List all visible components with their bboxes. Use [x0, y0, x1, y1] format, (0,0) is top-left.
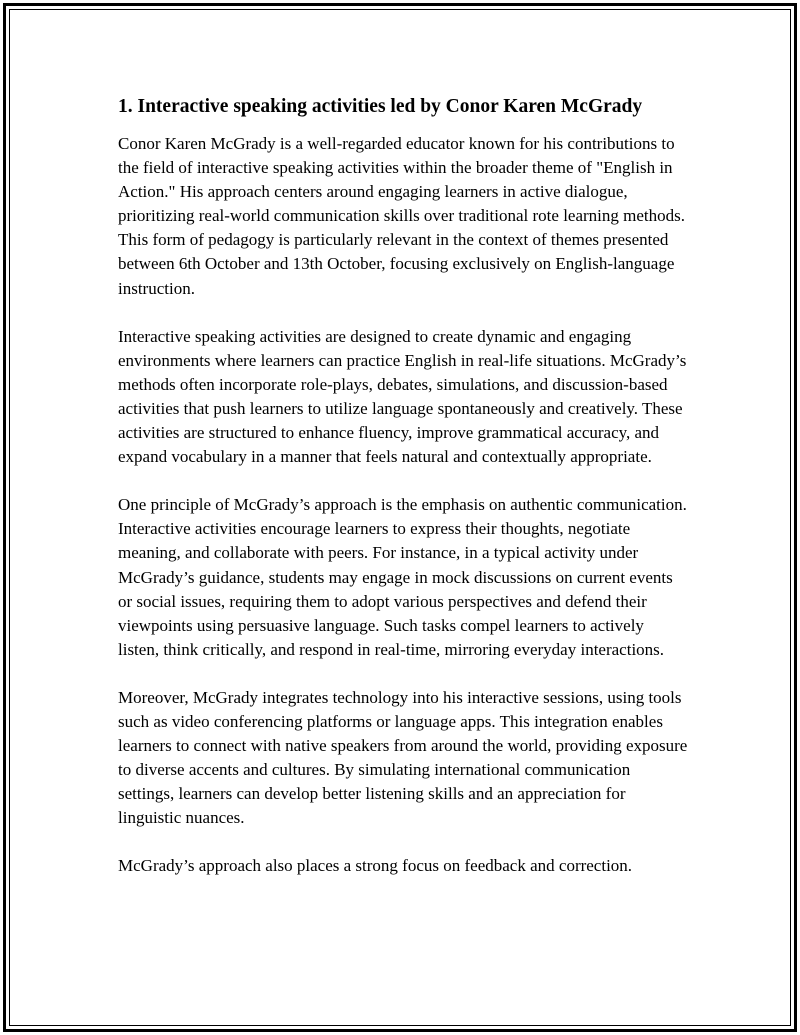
document-body — [118, 94, 688, 903]
paragraph-5: McGrady’s approach also places a strong focus on feedback and correction. — [118, 856, 633, 876]
paragraph-4: Moreover, McGrady integrates technology into his interactive sessions, using tools such as video conferencing platforms or language apps. This integration enables learners to connect with native speakers from around the world, providing exposure to diverse accents and cultures. By simulating international communication settings, learners can develop better listening skills and an appreciation for linguistic nuances. — [118, 687, 688, 828]
section-heading: 1. Interactive speaking activities led by Conor Karen McGrady — [118, 96, 643, 117]
paragraph-3: One principle of McGrady’s approach is the emphasis on authentic communication. Interactive activities encourage learners to express their thoughts, negotiate meaning, and collaborate with peers. For instance, in a typical activity under McGrady’s guidance, students may engage in mock discussions on current events or social issues, requiring them to adopt various perspectives and defend their viewpoints using persuasive language. Such tasks compel learners to actively listen, think critically, and respond in real-time, mirroring everyday interactions. — [118, 495, 687, 659]
paragraph-1: Conor Karen McGrady is a well-regarded educator known for his contributions to the field of interactive speaking activities within the broader theme of "English in Action." His approach centers around engaging learners in active dialogue, prioritizing real-world communication skills over traditional rote learning methods. This form of pedagogy is particularly relevant in the context of themes presented between 6th October and 13th October, focusing exclusively on English-language instruction. — [118, 134, 685, 298]
paragraph-2: Interactive speaking activities are designed to create dynamic and engaging environments where learners can practice English in real-life situations. McGrady’s methods often incorporate role-plays, debates, simulations, and discussion-based activities that push learners to utilize language spontaneously and creatively. These activities are structured to enhance fluency, improve grammatical accuracy, and expand vocabulary in a manner that feels natural and contextually appropriate. — [118, 326, 687, 467]
